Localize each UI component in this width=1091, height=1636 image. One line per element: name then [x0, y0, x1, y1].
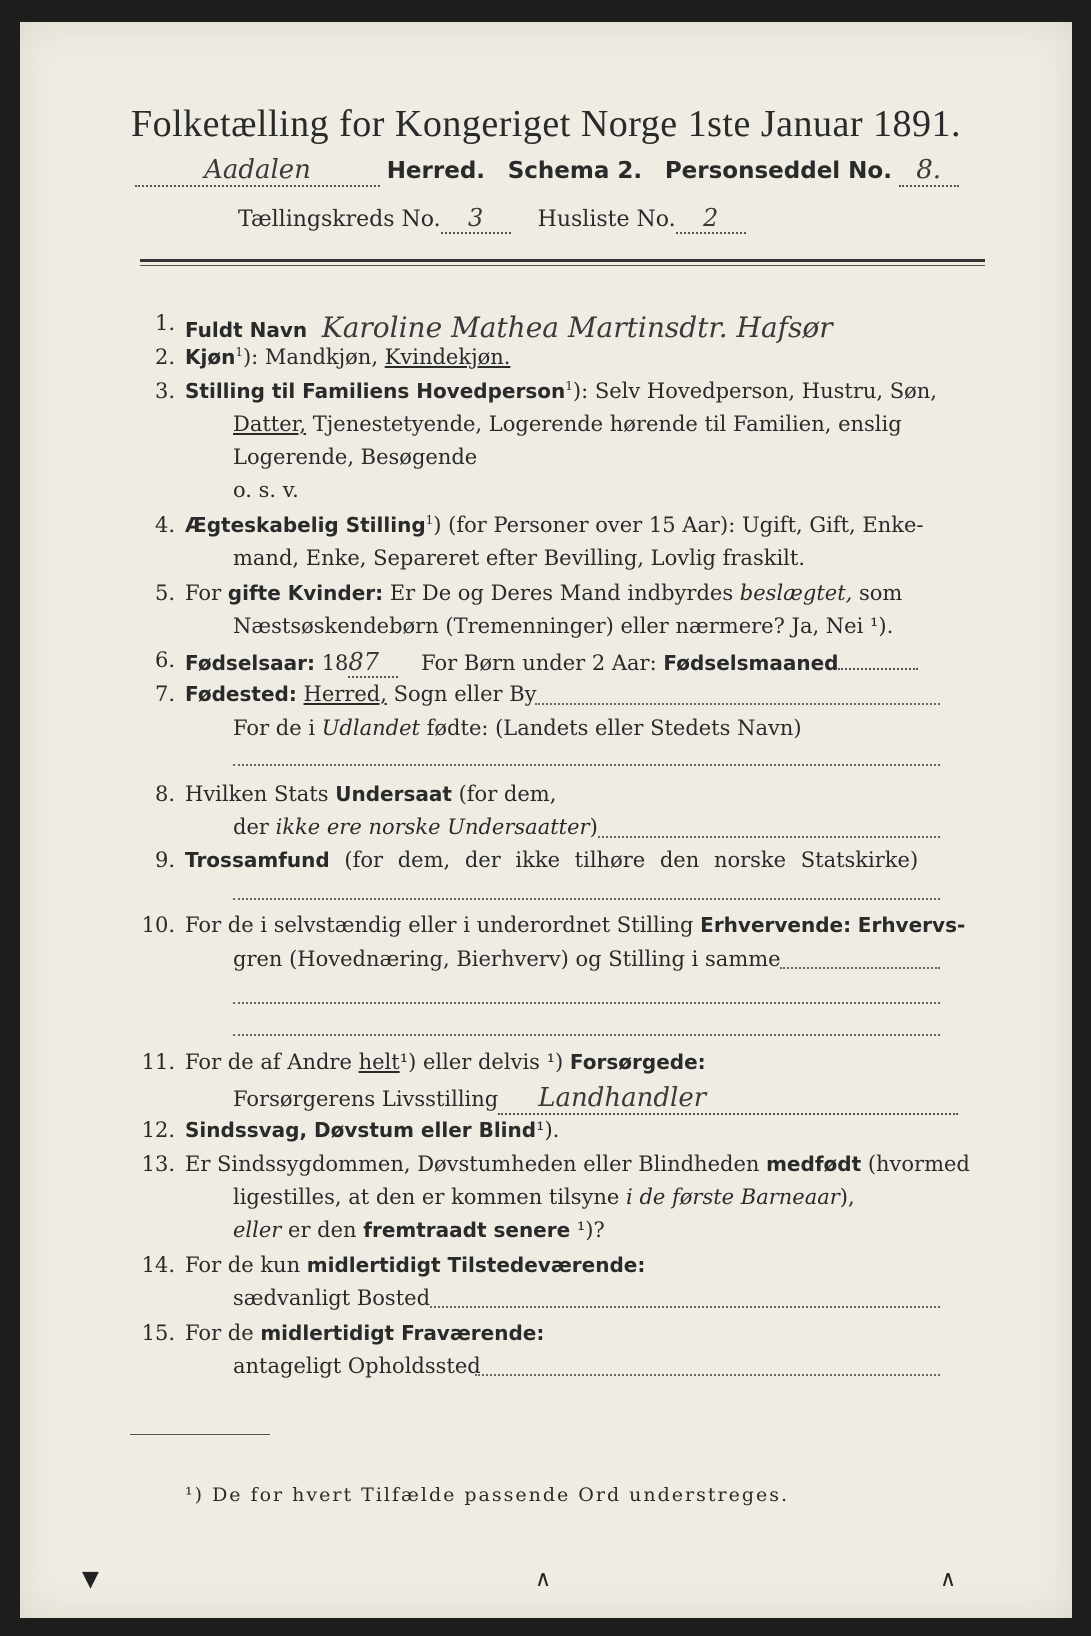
- q13-text1b: (hvormed: [867, 1152, 970, 1176]
- q8-text2a: der: [233, 815, 269, 839]
- q1-number: 1.: [154, 311, 175, 335]
- q10-text1: For de i selvstændig eller i underordnet Stilling: [185, 913, 694, 937]
- form-title: Folketælling for Kongeriget Norge 1ste Januar 1891.: [130, 103, 962, 145]
- q5-pre: For: [185, 581, 222, 605]
- q5-italic: beslægtet,: [739, 581, 853, 605]
- q11-underlined: helt: [358, 1050, 400, 1074]
- footnote-rule: [130, 1434, 270, 1435]
- q1-value: Karoline Mathea Martinsdtr. Hafsør: [321, 311, 833, 344]
- q13-text3b: ¹)?: [576, 1218, 605, 1242]
- kreds-value: 3: [441, 204, 511, 234]
- herred-value: Aadalen: [135, 155, 380, 187]
- q7-number: 7.: [154, 682, 175, 706]
- q11-number: 11.: [141, 1050, 175, 1074]
- q2-underlined: Kvindekjøn.: [384, 345, 511, 369]
- q7-text1: Sogn eller By: [393, 682, 537, 706]
- q9-number: 9.: [154, 848, 175, 872]
- q8-label: Undersaat: [335, 782, 452, 806]
- q4-number: 4.: [154, 513, 175, 537]
- q2-sup: 1: [235, 345, 243, 359]
- q10-line1: [185, 913, 965, 937]
- q8-text1a: Hvilken Stats: [185, 782, 329, 806]
- q6-dots: [838, 668, 918, 670]
- q1-label: Fuldt Navn: [185, 318, 308, 342]
- q10-label: Erhvervende:: [700, 913, 852, 937]
- q10-dotline1: [780, 967, 940, 969]
- personseddel-value: 8.: [899, 155, 959, 187]
- q13-number: 13.: [141, 1152, 175, 1176]
- q11-value: Landhandler: [498, 1083, 958, 1115]
- q13-text2b: ),: [839, 1185, 855, 1209]
- q3-underlined: Datter,: [233, 412, 307, 436]
- husliste-value: 2: [676, 204, 746, 234]
- q4-text1: ) (for Personer over 15 Aar): Ugift, Gift, Enke-: [433, 513, 924, 537]
- q14-number: 14.: [141, 1253, 175, 1277]
- q9-label: Trossamfund: [185, 848, 330, 872]
- q5-line1: [185, 581, 902, 605]
- q3-text1: ): Selv Hovedperson, Hustru, Søn,: [572, 379, 937, 403]
- husliste-label: Husliste No.: [537, 207, 676, 232]
- q13-line3: [233, 1218, 605, 1242]
- q14-text1: For de kun: [185, 1253, 301, 1277]
- q10-text2: gren (Hovednæring, Bierhverv) og Stilling i samme: [233, 947, 781, 971]
- q3-text2: Tjenestetyende, Logerende hørende til Familien, enslig: [312, 412, 902, 436]
- q2-label: Kjøn: [185, 345, 236, 369]
- q5-text1: Er De og Deres Mand indbyrdes: [389, 581, 734, 605]
- q11-text2: Forsørgerens Livsstilling: [233, 1087, 499, 1111]
- q7-text2b: fødte: (Landets eller Stedets Navn): [426, 716, 802, 740]
- q7-dotline2: [233, 764, 940, 766]
- q5-text2: Næstsøskendebørn (Tremenninger) eller nærmere? Ja, Nei ¹).: [233, 614, 894, 638]
- q6-value: 87: [348, 648, 398, 678]
- q10-text1b: Erhvervs-: [857, 913, 966, 937]
- q5-text1b: som: [859, 581, 903, 605]
- q3-sup: 1: [565, 379, 573, 393]
- q12-line: [185, 1118, 559, 1142]
- q14-text2: sædvanligt Bosted: [233, 1286, 431, 1310]
- q6-label: Fødselsaar:: [185, 651, 315, 675]
- q4-sup: 1: [425, 513, 434, 527]
- registration-mark-center: ∧: [535, 1567, 552, 1592]
- q1-line: [185, 311, 833, 344]
- header-rule-thick: [140, 259, 985, 262]
- q6-prefix: 18: [321, 651, 349, 675]
- q6-number: 6.: [154, 648, 175, 672]
- q15-label: midlertidigt Fraværende:: [260, 1321, 545, 1345]
- q6-text: For Børn under 2 Aar:: [421, 651, 657, 675]
- q7-dotline1: [535, 703, 940, 705]
- q2-line: [185, 345, 510, 369]
- q11-text1b: ¹) eller delvis ¹): [399, 1050, 564, 1074]
- q8-line2: der ikke ere norske Undersaatter): [233, 815, 598, 839]
- q13-italic2: i de første Barneaar: [626, 1185, 840, 1209]
- q10-number: 10.: [141, 913, 175, 937]
- footnote: ¹) De for hvert Tilfælde passende Ord understreges.: [185, 1484, 790, 1506]
- q8-italic: ikke ere norske Undersaatter: [275, 815, 590, 839]
- q15-text2: antageligt Opholdssted: [233, 1354, 481, 1378]
- registration-mark-right: ∧: [940, 1567, 957, 1592]
- herred-line: [135, 155, 959, 187]
- q9-dotline: [233, 898, 940, 900]
- q10-dotline3: [233, 1034, 940, 1036]
- q13-italic3: eller: [233, 1218, 282, 1242]
- kreds-line: [238, 204, 746, 234]
- q15-line1: [185, 1321, 544, 1345]
- q11-line2: [233, 1083, 958, 1115]
- q11-text1a: For de af Andre: [185, 1050, 352, 1074]
- q14-dotline: [430, 1306, 940, 1308]
- q13-text3a: er den: [288, 1218, 357, 1242]
- personseddel-label: Personseddel No.: [664, 158, 892, 184]
- q15-dotline: [475, 1374, 940, 1376]
- q13-label3: fremtraadt senere: [363, 1218, 571, 1242]
- q2-number: 2.: [154, 345, 175, 369]
- herred-label: Herred.: [386, 158, 486, 184]
- q8-dotline: [598, 836, 940, 838]
- q7-line2: [233, 716, 802, 740]
- q15-number: 15.: [141, 1321, 175, 1345]
- q6-line: [185, 648, 918, 678]
- header-rule-thin: [140, 265, 985, 266]
- q3-line2: [233, 412, 902, 436]
- q12-number: 12.: [141, 1118, 175, 1142]
- q4-label: Ægteskabelig Stilling: [185, 513, 426, 537]
- q13-text2a: ligestilles, at den er kommen tilsyne: [233, 1185, 620, 1209]
- q7-underlined: Herred,: [303, 682, 387, 706]
- q11-label: Forsørgede:: [569, 1050, 706, 1074]
- q14-line1: [185, 1253, 645, 1277]
- q6-label2: Fødselsmaaned: [663, 651, 839, 675]
- q14-label: midlertidigt Tilstedeværende:: [306, 1253, 646, 1277]
- census-form: [20, 22, 1072, 1618]
- q7-text2a: For de i: [233, 716, 316, 740]
- q12-label: Sindssvag, Døvstum eller Blind: [185, 1118, 537, 1142]
- q4-text2: mand, Enke, Separeret efter Bevilling, Lovlig fraskilt.: [233, 546, 806, 570]
- q13-label: medfødt: [766, 1152, 862, 1176]
- q4-line1: [185, 513, 924, 537]
- q9-text: (for dem, der ikke tilhøre den norske Statskirke): [344, 848, 919, 872]
- q13-line2: [233, 1185, 855, 1209]
- q5-label: gifte Kvinder:: [227, 581, 384, 605]
- q7-label: Fødested:: [185, 682, 297, 706]
- q8-text1b: (for dem,: [458, 782, 557, 806]
- q3-text3: Logerende, Besøgende: [233, 445, 478, 469]
- q3-line1: [185, 379, 937, 403]
- q15-text1: For de: [185, 1321, 254, 1345]
- q3-label: Stilling til Familiens Hovedperson: [185, 379, 566, 403]
- q10-dotline2: [233, 1002, 940, 1004]
- q3-number: 3.: [154, 379, 175, 403]
- q7-italic: Udlandet: [321, 716, 420, 740]
- q11-line1: [185, 1050, 706, 1074]
- kreds-label: Tællingskreds No.: [238, 207, 441, 232]
- q5-number: 5.: [154, 581, 175, 605]
- q13-text1: Er Sindssygdommen, Døvstumheden eller Blindheden: [185, 1152, 760, 1176]
- q3-text4: o. s. v.: [233, 478, 299, 502]
- q12-text: ¹).: [536, 1118, 560, 1142]
- q13-line1: [185, 1152, 970, 1176]
- q8-line1: [185, 782, 556, 806]
- schema-label: Schema 2.: [507, 158, 643, 184]
- q8-number: 8.: [154, 782, 175, 806]
- registration-mark-left: ▼: [82, 1567, 99, 1592]
- q7-line1: [185, 682, 537, 706]
- q2-text: ): Mandkjøn,: [242, 345, 378, 369]
- q9-line: [185, 848, 918, 872]
